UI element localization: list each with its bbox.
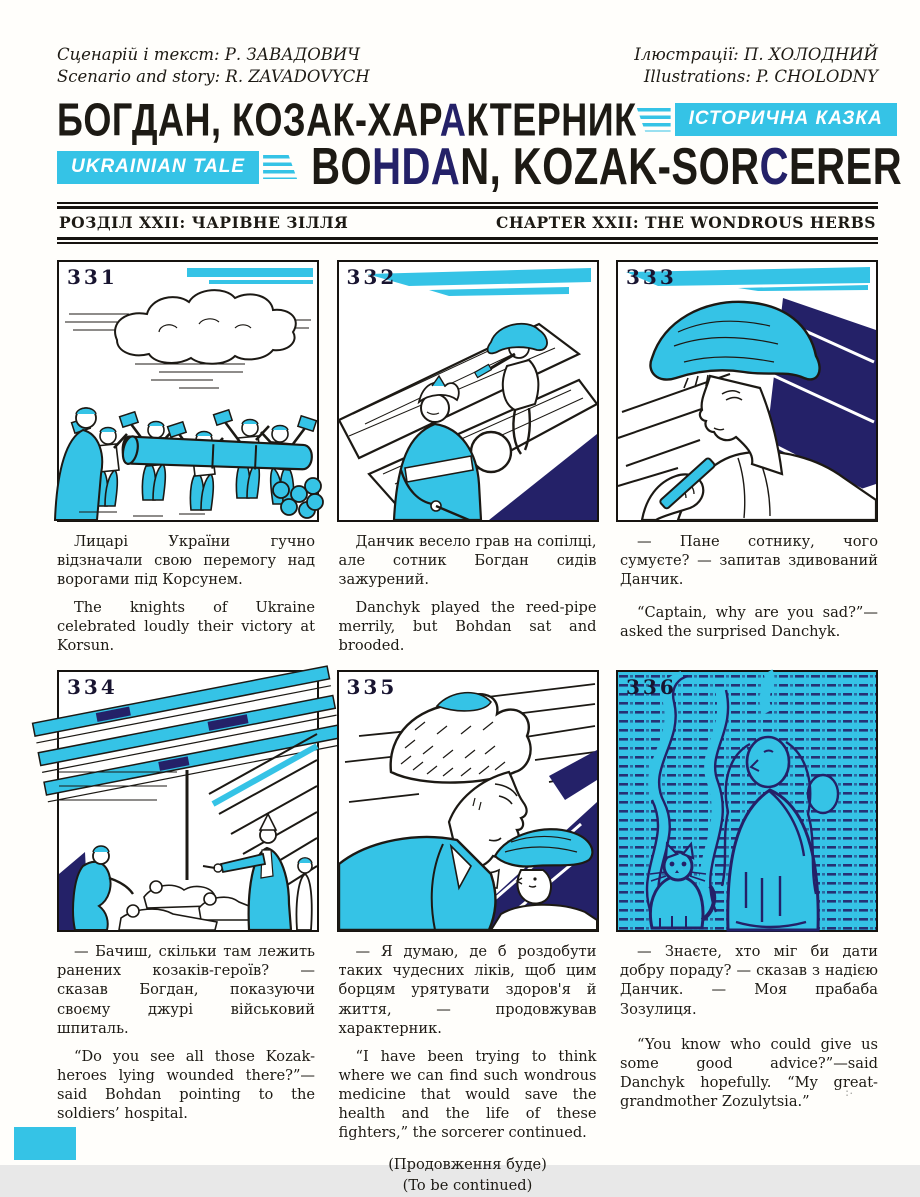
caption-ua: — Я думаю, де б роздобути таких чудесних ліків, щоб цим борцям урятувати здоров'я й життя, — продовжував характерник. (338, 943, 597, 1037)
caption-ua: — Знаєте, хто міг би дати добру пораду? — сказав з надією Данчик. — Моя прабаба Зозулиця. (620, 943, 878, 1018)
panel-333-artwork (618, 262, 876, 520)
to-be-continued-ua: (Продовження буде) (388, 1156, 547, 1174)
page-corner-mark (14, 1127, 76, 1160)
credits-left-ua: Сценарій і текст: Р. ЗАВАДОВИЧ (57, 45, 360, 64)
panel-331-artwork (59, 262, 317, 520)
credits-right-en: Illustrations: P. CHOLODNY (643, 67, 878, 87)
credits-header (57, 44, 878, 89)
rule (57, 202, 878, 204)
comic-panel-333 (616, 260, 878, 522)
caption-cell-335 (339, 942, 597, 1196)
comic-panel-334 (57, 670, 319, 932)
comic-panel-331 (57, 260, 319, 522)
credits-left-en: Scenario and story: R. ZAVADOVYCH (57, 67, 370, 87)
panel-335-artwork (339, 672, 597, 930)
rule (57, 237, 878, 240)
caption-en: Danchyk played the reed-pipe merrily, but Bohdan sat and brooded. (338, 598, 597, 655)
caption-cell-332 (339, 532, 597, 665)
to-be-continued-en: (To be continued) (402, 1177, 533, 1195)
panels-row-1 (57, 260, 878, 522)
panel-number: 334 (67, 675, 118, 700)
caption-en: “Do you see all those Kozak-heroes lying wounded there?”—said Bohdan pointing to the soldiers’ hospital. (57, 1047, 315, 1123)
title-ukrainian: БОГДАН, КОЗАК-ХАРАКТЕРНИК (57, 92, 637, 146)
badge-streaks-icon (637, 108, 671, 132)
caption-ua: — Бачиш, скільки там лежить ранених козаків-героїв? — сказав Богдан, показуючи своєму джурі військовий шпиталь. (57, 943, 315, 1037)
chapter-title-ua: РОЗДІЛ XXII: ЧАРІВНЕ ЗІЛЛЯ (59, 212, 349, 232)
caption-en: “You know who could give us some good advice?”—said Danchyk hopefully. “My great-grandmother Zozulytsia.” (620, 1035, 878, 1110)
panel-334-artwork (59, 672, 317, 930)
comic-panel-335 (337, 670, 599, 932)
badge-streaks-icon (263, 155, 297, 179)
badge-ukrainian-tale: UKRAINIAN TALE (57, 151, 259, 184)
panel-332-artwork (339, 262, 597, 520)
caption-cell-333 (620, 532, 878, 651)
credits-left (57, 44, 370, 89)
caption-en: “I have been trying to think where we can find such wondrous medicine that would save the health and the life of these fighters,” the sorcerer continued. (338, 1047, 597, 1142)
panel-336-artwork (618, 672, 876, 930)
comic-panel-332 (337, 260, 599, 522)
caption-en: “Captain, why are you sad?”— asked the surprised Danchyk. (620, 603, 878, 640)
badge-istorychna-kazka: ІСТОРИЧНА КАЗКА (675, 103, 897, 136)
credits-right (634, 44, 878, 89)
to-be-continued (339, 1154, 597, 1196)
chapter-title-en: CHAPTER XXII: THE WONDROUS HERBS (496, 212, 876, 232)
credits-right-ua: Ілюстрації: П. ХОЛОДНИЙ (634, 45, 878, 64)
title-block (57, 92, 903, 195)
panel-number: 331 (67, 264, 118, 289)
print-artifact-dots: ∶· (845, 1087, 854, 1100)
panel-number: 332 (346, 264, 398, 289)
caption-cell-334 (57, 942, 315, 1132)
panel-number: 336 (626, 675, 677, 700)
rule (57, 242, 878, 244)
caption-cell-336 (620, 942, 878, 1120)
captions-row-1 (57, 532, 878, 665)
caption-cell-331 (57, 532, 315, 665)
title-english: BOHDAN, KOZAK-SORCERER (311, 137, 903, 195)
caption-en: The knights of Ukraine celebrated loudly their victory at Korsun. (57, 598, 315, 655)
panel-number: 333 (626, 264, 677, 289)
panels-row-2 (57, 670, 878, 932)
comic-panel-336 (616, 670, 878, 932)
caption-ua: — Пане сотнику, чого сумуєте? — запитав здивований Данчик. (620, 532, 878, 588)
chapter-bar (57, 202, 878, 244)
caption-ua: Лицарі України гучно відзначали свою перемогу над ворогами під Корсунем. (57, 532, 315, 588)
panel-number: 335 (346, 675, 398, 700)
captions-row-2 (57, 942, 878, 1196)
caption-ua: Данчик весело грав на сопілці, але сотник Богдан сидів зажурений. (338, 532, 597, 588)
